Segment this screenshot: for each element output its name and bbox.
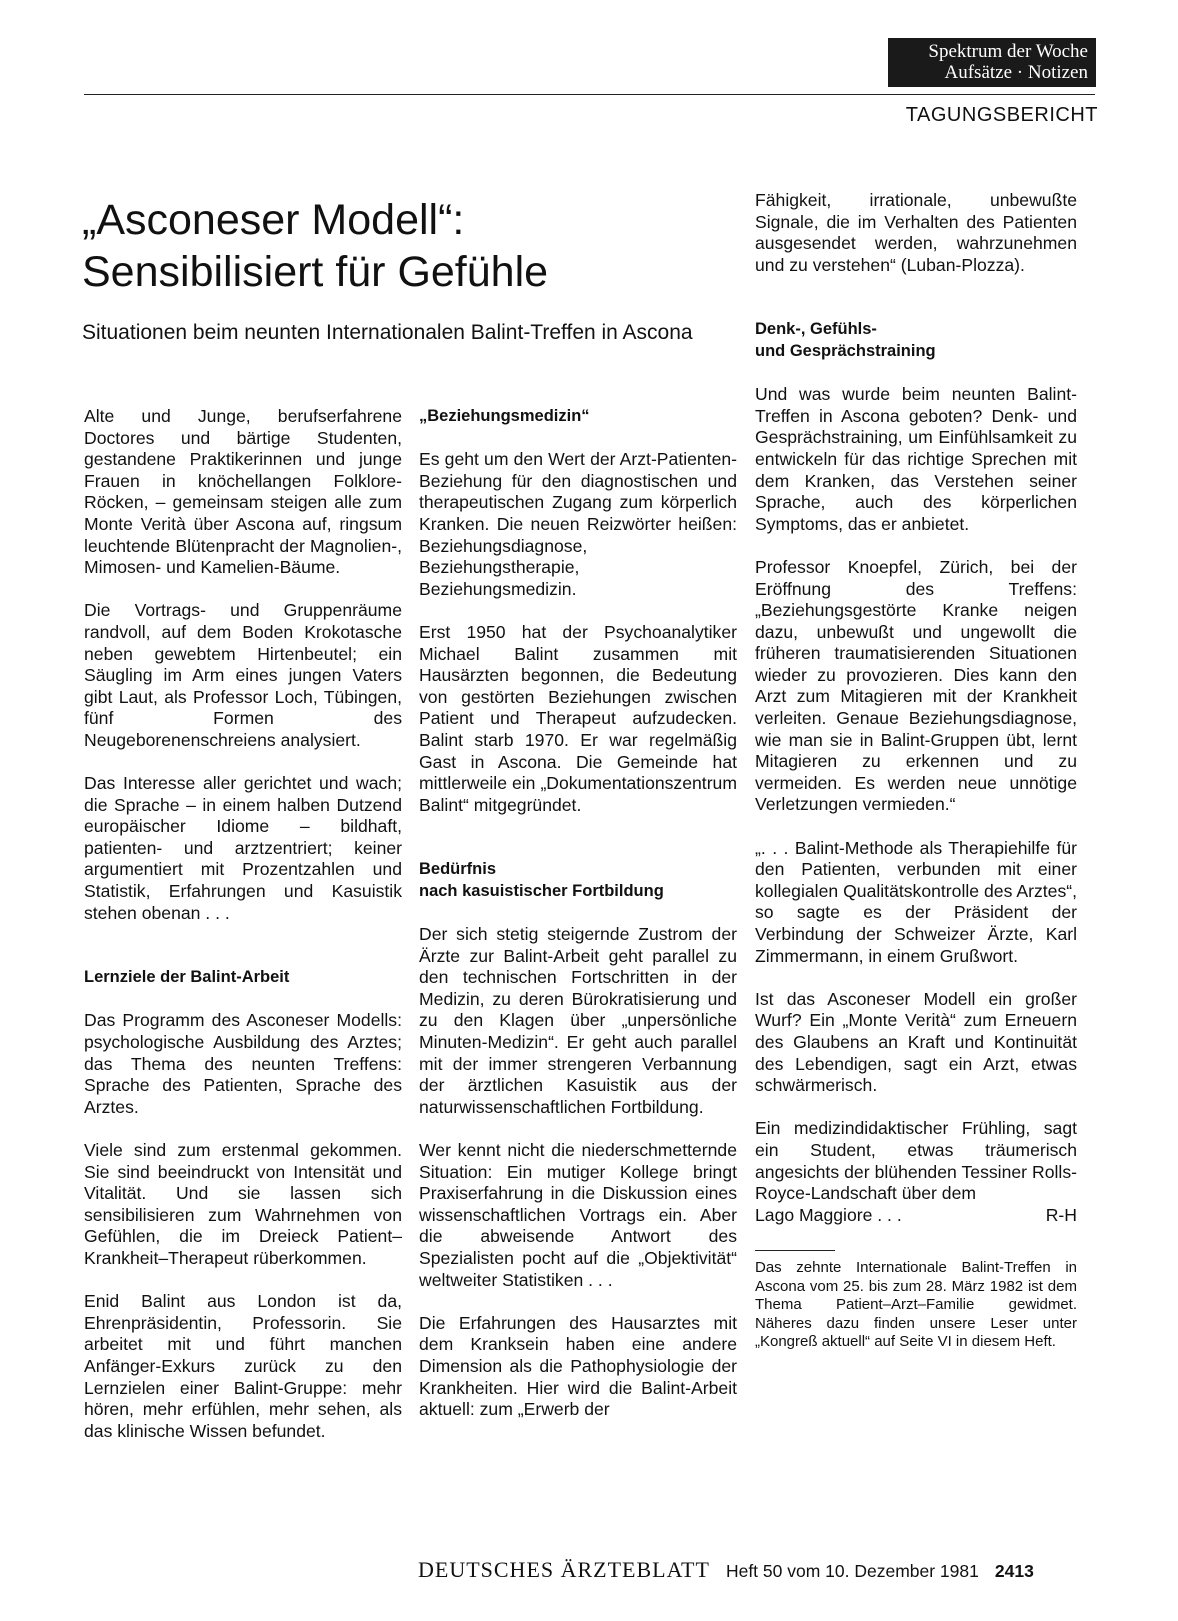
section-badge	[888, 38, 1096, 87]
section-heading	[755, 319, 1077, 362]
heading-line: Denk-, Gefühls-	[755, 320, 877, 339]
page-footer	[418, 1557, 1078, 1583]
page-number: 2413	[994, 1561, 1034, 1581]
issue-info: Heft 50 vom 10. Dezember 1981	[725, 1561, 979, 1581]
paragraph: Und was wurde beim neunten Balint-Treffen in Ascona geboten? Denk- und Gesprächstraining, um Einfühlsamkeit zu entwickeln für das richtige Sprechen mit dem Kranken, das Verstehen seiner Sprache, auch des körperlichen Symptoms, das er anbietet.	[755, 384, 1077, 534]
paragraph: Die Vortrags- und Gruppenräume randvoll, auf dem Boden Krokotasche neben gewebtem Hirtenbeutel; ein Säugling im Arm eines jungen Vaters gibt Laut, als Professor Loch, Tübingen, fünf Formen des Neugeborenenschreiens analysiert.	[84, 600, 402, 750]
header-rule	[84, 94, 1095, 95]
paragraph: Enid Balint aus London ist da, Ehrenpräsidentin, Professorin. Sie arbeitet mit und führt manchen Anfänger-Exkurs zurück zu den Lernzielen einer Balint-Gruppe: mehr hören, mehr erfühlen, mehr sehen, als das klinische Wissen befundet.	[84, 1291, 402, 1441]
badge-line-1: Spektrum der Woche	[928, 41, 1088, 62]
footnote-rule	[755, 1250, 835, 1251]
closing-text: Lago Maggiore . . .	[755, 1204, 902, 1225]
paragraph: Erst 1950 hat der Psychoanalytiker Michael Balint zusammen mit Hausärzten begonnen, die Bedeutung von gestörten Beziehungen zwischen Patient und Therapeut aufzudecken. Balint starb 1970. Er war regelmäßig Gast in Ascona. Die Gemeinde hat mittlerweile ein „Dokumentationszentrum Balint“ mitgegründet.	[419, 621, 737, 815]
article-subtitle: Situationen beim neunten Internationalen Balint-Treffen in Ascona	[82, 321, 693, 344]
author-signature: R-H	[1045, 1204, 1077, 1225]
closing-line	[755, 1205, 1077, 1227]
paragraph: Professor Knoepfel, Zürich, bei der Eröffnung des Treffens: „Beziehungsgestörte Kranke neigen dazu, unbewußt und ungewollt die früheren traumatisierenden Situationen wieder zu provozieren. Dies kann den Arzt zum Mitagieren mit der Krankheit verleiten. Genaue Beziehungsdiagnose, wie man sie in Balint-Gruppen übt, lernt Mitagieren zu erkennen und zu vermeiden. Es werden neue unnötige Verletzungen vermieden.“	[755, 556, 1077, 815]
section-label: TAGUNGSBERICHT	[905, 104, 1098, 126]
section-heading: Lernziele der Balint-Arbeit	[84, 968, 290, 987]
section-heading	[419, 859, 737, 902]
paragraph: Es geht um den Wert der Arzt-Patienten-Beziehung für den diagnostischen und therapeutischen Zugang zum körperlich Kranken. Die neuen Reizwörter heißen: Beziehungsdiagnose, Beziehungstherapie, Beziehungsmedizin.	[419, 449, 737, 599]
paragraph: Ist das Asconeser Modell ein großer Wurf? Ein „Monte Verità“ zum Erneuern des Glaubens an Kraft und Kontinuität des Lebendigen, sagt ein Arzt, etwas schwärmerisch.	[755, 988, 1077, 1096]
title-line-1: „Asconeser Modell“:	[82, 196, 465, 244]
column-1	[84, 406, 402, 1464]
paragraph: Der sich stetig steigernde Zustrom der Ärzte zur Balint-Arbeit geht parallel zu den technischen Fortschritten in der Medizin, zu deren Bürokratisierung und zu den Klagen über „unpersönliche Minuten-Medizin“. Er geht auch parallel mit der immer strengeren Verbannung der ärztlichen Kasuistik aus der naturwissenschaftlichen Fortbildung.	[419, 924, 737, 1117]
paragraph: Fähigkeit, irrationale, unbewußte Signale, die im Verhalten des Patienten ausgesendet werden, wahrzunehmen und zu verstehen“ (Luban-Plozza).	[755, 190, 1077, 275]
heading-line: nach kasuistischer Fortbildung	[419, 881, 664, 900]
paragraph: Das Interesse aller gerichtet und wach; die Sprache – in einem halben Dutzend europäischer Idiome – bildhaft, patienten- und arztzentriert; keiner argumentiert mit Prozentzahlen und Statistik, Erfahrungen und Kasuistik stehen obenan . . .	[84, 773, 402, 923]
footnote: Das zehnte Internationale Balint-Treffen in Ascona vom 25. bis zum 28. März 1982 ist dem Thema Patient–Arzt–Familie gewidmet. Näheres dazu finden unsere Leser unter „Kongreß aktuell“ auf Seite VI in diesem Heft.	[755, 1259, 1077, 1351]
title-line-2: Sensibilisiert für Gefühle	[82, 248, 549, 296]
paragraph: Das Programm des Asconeser Modells: psychologische Ausbildung des Arztes; das Thema des neunten Treffens: Sprache des Patienten, Sprache des Arztes.	[84, 1010, 402, 1117]
paragraph: Viele sind zum erstenmal gekommen. Sie sind beeindruckt von Intensität und Vitalität. Und sie lassen sich sensibilisieren zum Wahrnehmen von Gefühlen, die im Dreieck Patient–Krankheit–Therapeut rüberkommen.	[84, 1140, 402, 1268]
paragraph: „. . . Balint-Methode als Therapiehilfe für den Patienten, verbunden mit einer kollegialen Qualitätskontrolle des Arztes“, so sagte es der Präsident der Verbindung der Schweizer Ärzte, Karl Zimmermann, in einem Grußwort.	[755, 837, 1077, 966]
heading-line: Bedürfnis	[419, 860, 497, 879]
badge-line-2: Aufsätze · Notizen	[944, 62, 1088, 83]
paragraph: Die Erfahrungen des Hausarztes mit dem Kranksein haben eine andere Dimension als die Pathophysiologie der Krankheiten. Hier wird die Balint-Arbeit aktuell: zum „Erwerb der	[419, 1312, 737, 1420]
column-2	[419, 406, 737, 1442]
article-title	[82, 194, 702, 298]
column-3	[755, 190, 1077, 1373]
paragraph: Ein medizindidaktischer Frühling, sagt ein Student, etwas träumerisch angesichts der blühenden Tessiner Rolls-Royce-Landschaft über dem	[755, 1118, 1077, 1204]
paragraph: Wer kennt nicht die niederschmetternde Situation: Ein mutiger Kollege bringt Praxiserfahrung in die Diskussion eines wissenschaftlichen Vortrags ein. Aber die abweisende Antwort des Spezialisten pocht auf die „Objektivität“ weltweiter Statistiken . . .	[419, 1140, 737, 1290]
paragraph: Alte und Junge, berufserfahrene Doctores und bärtige Studenten, gestandene Praktikerinnen und junge Frauen in knöchellangen Folklore-Röcken, – gemeinsam steigen alle zum Monte Verità über Ascona auf, ringsum leuchtende Blütenpracht der Magnolien-, Mimosen- und Kamelien-Bäume.	[84, 406, 402, 578]
journal-name: DEUTSCHES ÄRZTEBLATT	[418, 1557, 710, 1582]
section-heading: „Beziehungsmedizin“	[419, 407, 590, 425]
heading-line: und Gesprächstraining	[755, 341, 936, 360]
